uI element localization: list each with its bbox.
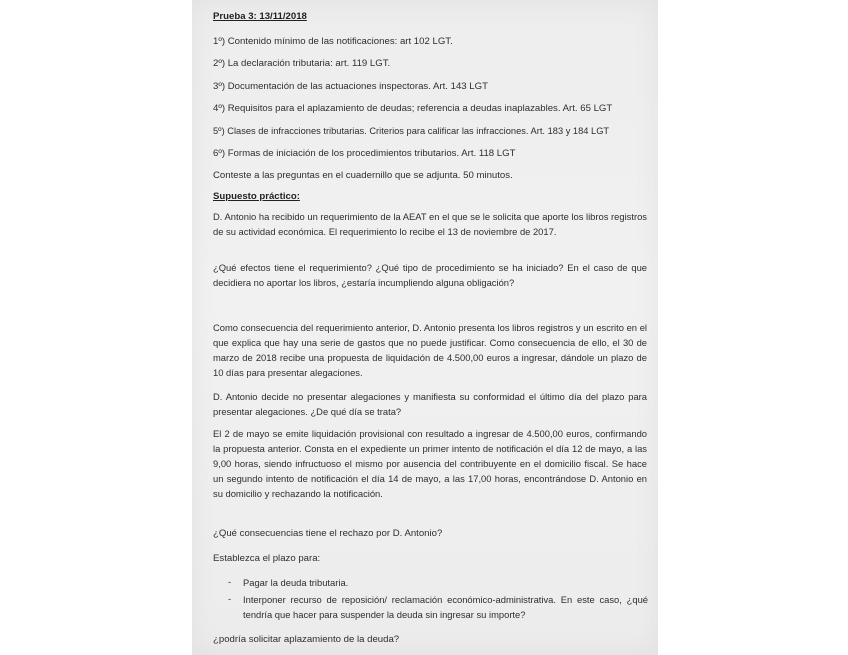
- question-5: 5º) Clases de infracciones tributarias. Criterios para calificar las infracciones. Art. 183 y 184 LGT: [213, 126, 610, 136]
- bullet-marker: -: [228, 576, 232, 587]
- case-paragraph-3: D. Antonio decide no presentar alegaciones y manifiesta su conformidad el último día del plazo para presentar alegaciones. ¿De qué día se trata?: [213, 391, 647, 417]
- question-1: 1º) Contenido mínimo de las notificaciones: art 102 LGT.: [213, 36, 453, 47]
- bullet-item: Interponer recurso de reposición/ reclamación económico-administrativa. En este caso, ¿qué tendría que hacer para suspender la deuda sin ingresar su importe?: [243, 594, 648, 620]
- case-question-2: ¿Qué consecuencias tiene el rechazo por D. Antonio?: [213, 528, 443, 539]
- bullet-marker: -: [228, 593, 232, 604]
- question-2: 2º) La declaración tributaria: art. 119 LGT.: [213, 58, 391, 69]
- case-question-1: ¿Qué efectos tiene el requerimiento? ¿Qué tipo de procedimiento se ha iniciado? En el caso de que decidiera no aportar los libros, ¿estaría incumpliendo alguna obligación?: [213, 262, 647, 288]
- question-4: 4º) Requisitos para el aplazamiento de deudas; referencia a deudas inaplazables. Art. 65 LGT: [213, 103, 613, 114]
- case-paragraph-2: Como consecuencia del requerimiento anterior, D. Antonio presenta los libros registros y un escrito en el que explica que hay una serie de gastos que no puede justificar. Como consecuencia de ello, el 30 de marzo de 2018 recibe una propuesta de liquidación de 4.500,00 euros a ingresar, dándole un plazo de 10 días para presentar alegaciones.: [213, 322, 647, 378]
- exam-sheet: [192, 0, 658, 655]
- case-paragraph-4: El 2 de mayo se emite liquidación provisional con resultado a ingresar de 4.500,00 euros, confirmando la propuesta anterior. Consta en el expediente un primer intento de notificación el día 12 de mayo, a las 9,00 horas, siendo infructuoso el mismo por ausencia del contribuyente en el domicilio fiscal. Se hace un segundo intento de notificación el día 14 de mayo, a las 17,00 horas, encontrándose D. Antonio en su domicilio y rechazando la notificación.: [213, 428, 647, 499]
- question-6: 6º) Formas de iniciación de los procedimientos tributarios. Art. 118 LGT: [213, 148, 516, 159]
- case-question-3: Establezca el plazo para:: [213, 553, 321, 564]
- case-paragraph-1: D. Antonio ha recibido un requerimiento de la AEAT en el que se le solicita que aporte los libros registros de su actividad económica. El requerimiento lo recibe el 13 de noviembre de 2017.: [213, 211, 647, 237]
- case-heading: Supuesto práctico:: [213, 191, 300, 202]
- instructions: Conteste a las preguntas en el cuadernillo que se adjunta. 50 minutos.: [213, 170, 513, 181]
- question-3: 3º) Documentación de las actuaciones inspectoras. Art. 143 LGT: [213, 81, 488, 92]
- case-question-4: ¿podría solicitar aplazamiento de la deuda?: [213, 634, 400, 645]
- bullet-item: Pagar la deuda tributaria.: [243, 577, 349, 588]
- exam-title: Prueba 3: 13/11/2018: [213, 11, 307, 22]
